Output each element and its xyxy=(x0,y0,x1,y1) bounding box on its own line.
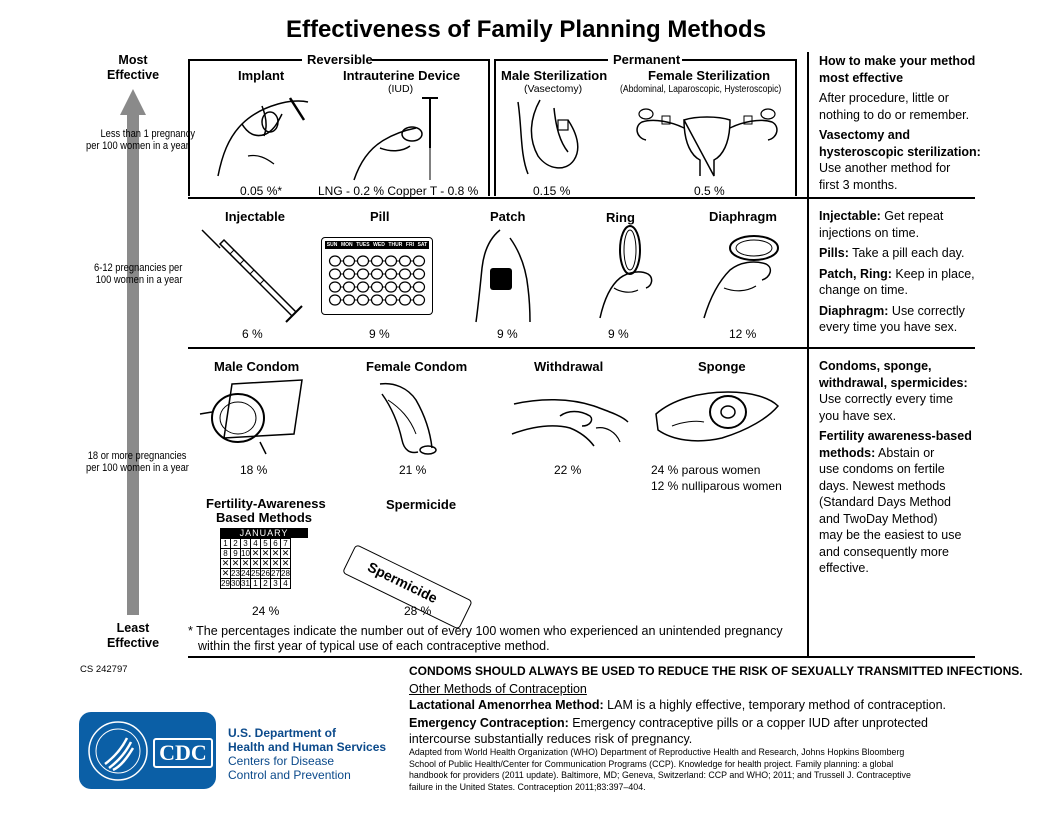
tips-block-3: Condoms, sponge, withdrawal, spermicides: Use correctly every time you have sex. Fertility awareness-based methods: Abstain or use condoms on fertile days. Newest methods (Standard Days Method and TwoDay Method) may be the easiest to use and consequently more effective. xyxy=(819,359,972,575)
male-sterilization-rate: 0.15 % xyxy=(533,184,571,198)
pill xyxy=(358,295,369,305)
calendar-day: 2 xyxy=(261,579,271,589)
calendar-day: 8 xyxy=(221,549,231,559)
iud-name: Intrauterine Device xyxy=(343,68,461,83)
pill xyxy=(386,282,397,292)
sponge-rate-parous: 24 % parous women xyxy=(651,463,761,477)
calendar-day: ✕ xyxy=(241,558,250,568)
pill xyxy=(414,282,425,292)
iud-illustration xyxy=(350,90,460,182)
calendar-day: 6 xyxy=(271,539,281,549)
calendar-day: ✕ xyxy=(271,558,280,568)
diaphragm-rate: 12 % xyxy=(729,327,757,341)
calendar-day: 7 xyxy=(281,539,291,549)
pill xyxy=(344,295,355,305)
most-effective-label: Most Effective xyxy=(106,53,160,82)
sponge-name: Sponge xyxy=(698,359,746,374)
patch-rate: 9 % xyxy=(497,327,518,341)
calendar-day: 25 xyxy=(251,569,260,578)
calendar-day: ✕ xyxy=(281,558,290,568)
pill xyxy=(372,269,383,279)
tier2-label: 6-12 pregnancies per 100 women in a year xyxy=(94,262,183,286)
calendar-day: 4 xyxy=(251,539,261,549)
row1-mid-border-a xyxy=(488,59,490,196)
iud-sub: (IUD) xyxy=(388,83,414,95)
sponge-rate-nulliparous: 12 % nulliparous women xyxy=(651,479,782,493)
pill xyxy=(400,256,411,266)
ring-illustration xyxy=(590,224,670,320)
female-sterilization-illustration xyxy=(632,98,782,178)
pill xyxy=(414,256,425,266)
bottom-separator xyxy=(188,656,975,658)
calendar-day: 10 xyxy=(241,549,250,558)
pill xyxy=(358,256,369,266)
pill xyxy=(372,256,383,266)
fam-calendar xyxy=(220,528,308,589)
calendar-day: 2 xyxy=(231,539,241,549)
ec-line: Emergency Contraception: Emergency contraceptive pills or a copper IUD after unprotected intercourse substantially reduces risk of pregnancy. xyxy=(409,716,928,746)
withdrawal-name: Withdrawal xyxy=(534,359,604,374)
agency-name: U.S. Department of Health and Human Services Centers for Disease Control and Prevention xyxy=(228,726,387,782)
pill xyxy=(414,269,425,279)
female-condom-rate: 21 % xyxy=(399,463,427,477)
other-methods-heading: Other Methods of Contraception xyxy=(409,682,587,696)
fam-name: Fertility-Awareness Based Methods xyxy=(206,496,326,525)
hhs-cdc-logo xyxy=(79,712,216,789)
calendar-grid xyxy=(220,538,291,589)
tier3-label: 18 or more pregnancies per 100 women in a year xyxy=(86,450,189,474)
pill xyxy=(386,269,397,279)
injectable-name: Injectable xyxy=(225,209,285,224)
calendar-day: ✕ xyxy=(251,558,260,568)
withdrawal-illustration xyxy=(510,376,630,456)
pill xyxy=(344,256,355,266)
doc-code: CS 242797 xyxy=(80,664,128,675)
diaphragm-illustration xyxy=(700,228,790,320)
reversible-bracket-right xyxy=(372,59,488,61)
tips-column-border xyxy=(807,52,809,657)
calendar-day: 4 xyxy=(281,579,291,589)
pill xyxy=(358,282,369,292)
footnote: * The percentages indicate the number out of every 100 women who experienced an unintended pregnancy within the first year of typical use of each contraceptive method. xyxy=(188,624,783,653)
spermicide-tube-label: Spermicide xyxy=(365,558,441,607)
tier1-label: Less than 1 pregnancy per 100 women in a year xyxy=(86,128,196,152)
pill xyxy=(386,295,397,305)
reversible-header: Reversible xyxy=(307,52,373,67)
calendar-day: 3 xyxy=(241,539,251,549)
pill xyxy=(386,256,397,266)
calendar-day: 29 xyxy=(221,579,230,588)
male-condom-rate: 18 % xyxy=(240,463,268,477)
calendar-month: JANUARY xyxy=(220,528,308,538)
tips-block-1: How to make your method most effective After procedure, little or nothing to do or remember. Vasectomy and hysteroscopic sterilization: Use another method for first 3 months. xyxy=(819,53,989,193)
withdrawal-rate: 22 % xyxy=(554,463,582,477)
calendar-day: 31 xyxy=(241,579,250,588)
calendar-day: ✕ xyxy=(261,558,270,568)
calendar-day: 28 xyxy=(281,569,290,578)
calendar-day: 5 xyxy=(261,539,271,549)
calendar-day: ✕ xyxy=(221,558,230,568)
spermicide-name: Spermicide xyxy=(386,497,457,512)
calendar-day: ✕ xyxy=(271,548,280,558)
pill xyxy=(400,269,411,279)
diaphragm-name: Diaphragm xyxy=(709,209,777,224)
effectiveness-arrow xyxy=(118,89,148,619)
implant-name: Implant xyxy=(238,68,285,83)
implant-rate: 0.05 %* xyxy=(240,184,283,198)
reversible-bracket-left xyxy=(188,59,302,61)
calendar-day: ✕ xyxy=(231,558,240,568)
calendar-day: 23 xyxy=(231,569,240,578)
calendar-day: ✕ xyxy=(281,548,290,558)
female-condom-illustration xyxy=(372,378,452,458)
iud-rate: LNG - 0.2 % Copper T - 0.8 % xyxy=(318,184,479,198)
row1-separator xyxy=(188,197,975,199)
male-condom-name: Male Condom xyxy=(214,359,300,374)
ring-rate: 9 % xyxy=(608,327,629,341)
row1-mid-border-b xyxy=(494,59,496,196)
least-effective-label: Least Effective xyxy=(106,621,160,650)
pill xyxy=(400,282,411,292)
pill xyxy=(330,282,341,292)
male-sterilization-illustration xyxy=(510,98,590,178)
calendar-day: 9 xyxy=(231,549,241,559)
calendar-day: 24 xyxy=(241,569,250,578)
ring-name: Ring xyxy=(606,210,635,225)
permanent-bracket-left xyxy=(494,59,608,61)
calendar-day: ✕ xyxy=(221,568,230,578)
pill xyxy=(358,269,369,279)
calendar-day: 1 xyxy=(221,539,231,549)
pill xyxy=(372,295,383,305)
pill xyxy=(400,295,411,305)
pill xyxy=(414,295,425,305)
cdc-logo-text: CDC xyxy=(153,738,213,768)
female-sterilization-rate: 0.5 % xyxy=(694,184,725,198)
spermicide-rate: 28 % xyxy=(404,604,432,618)
pill xyxy=(372,282,383,292)
row1-left-border xyxy=(188,59,190,196)
female-sterilization-name: Female Sterilization xyxy=(648,68,771,83)
pill xyxy=(330,295,341,305)
page-title: Effectiveness of Family Planning Methods xyxy=(285,16,767,43)
row2-separator xyxy=(188,347,975,349)
calendar-day: 3 xyxy=(271,579,281,589)
female-condom-name: Female Condom xyxy=(366,359,468,374)
injectable-rate: 6 % xyxy=(242,327,263,341)
male-sterilization-name: Male Sterilization xyxy=(501,68,608,83)
lam-line: Lactational Amenorrhea Method: LAM is a highly effective, temporary method of contraception. xyxy=(409,698,947,712)
sponge-illustration xyxy=(652,378,782,458)
permanent-bracket-right xyxy=(682,59,796,61)
implant-illustration xyxy=(208,86,318,178)
male-sterilization-sub: (Vasectomy) xyxy=(524,83,583,95)
calendar-day: ✕ xyxy=(251,548,260,558)
pill-rate: 9 % xyxy=(369,327,390,341)
patch-name: Patch xyxy=(490,209,526,224)
pill xyxy=(344,269,355,279)
pill xyxy=(330,256,341,266)
adapted-citation: Adapted from World Health Organization (WHO) Department of Reproductive Health and Research, Johns Hopkins Bloomberg School of Public Health/Center for Communication Programs (CCP). Knowledge for health project. Family planning: a global handbook for providers (2011 update). Baltimore, MD; Geneva, Switzerland: CCP and WHO; 2011; and Trussell J. Contraceptive failure in the United States. Contraception 2011;83:397–404. xyxy=(409,747,911,793)
calendar-day: 27 xyxy=(271,569,280,578)
patch-illustration xyxy=(470,228,550,324)
pill xyxy=(344,282,355,292)
female-sterilization-sub: (Abdominal, Laparoscopic, Hysteroscopic) xyxy=(620,83,782,95)
pill xyxy=(330,269,341,279)
calendar-day: 1 xyxy=(251,579,261,589)
pill-name: Pill xyxy=(370,209,390,224)
injectable-illustration xyxy=(200,228,310,324)
fam-rate: 24 % xyxy=(252,604,280,618)
tips-block-2: Injectable: Get repeat injections on time. Pills: Take a pill each day. Patch, Ring: Keep in place, change on time. Diaphragm: Use correctly every time you have sex. xyxy=(819,209,975,334)
permanent-header: Permanent xyxy=(613,52,681,67)
row1-right-border xyxy=(795,59,797,196)
hhs-seal-icon xyxy=(87,720,149,782)
pill-pack: SUN MON TUES WED THUR FRI SAT xyxy=(321,237,433,315)
sti-warning: CONDOMS SHOULD ALWAYS BE USED TO REDUCE THE RISK OF SEXUALLY TRANSMITTED INFECTIONS. xyxy=(409,664,1023,678)
pill-grid xyxy=(328,254,428,310)
calendar-day: ✕ xyxy=(261,548,270,558)
calendar-day: 30 xyxy=(231,579,240,588)
calendar-day: 26 xyxy=(261,569,270,578)
tips-heading: How to make your method most effective xyxy=(819,54,976,85)
male-condom-illustration xyxy=(198,378,308,454)
